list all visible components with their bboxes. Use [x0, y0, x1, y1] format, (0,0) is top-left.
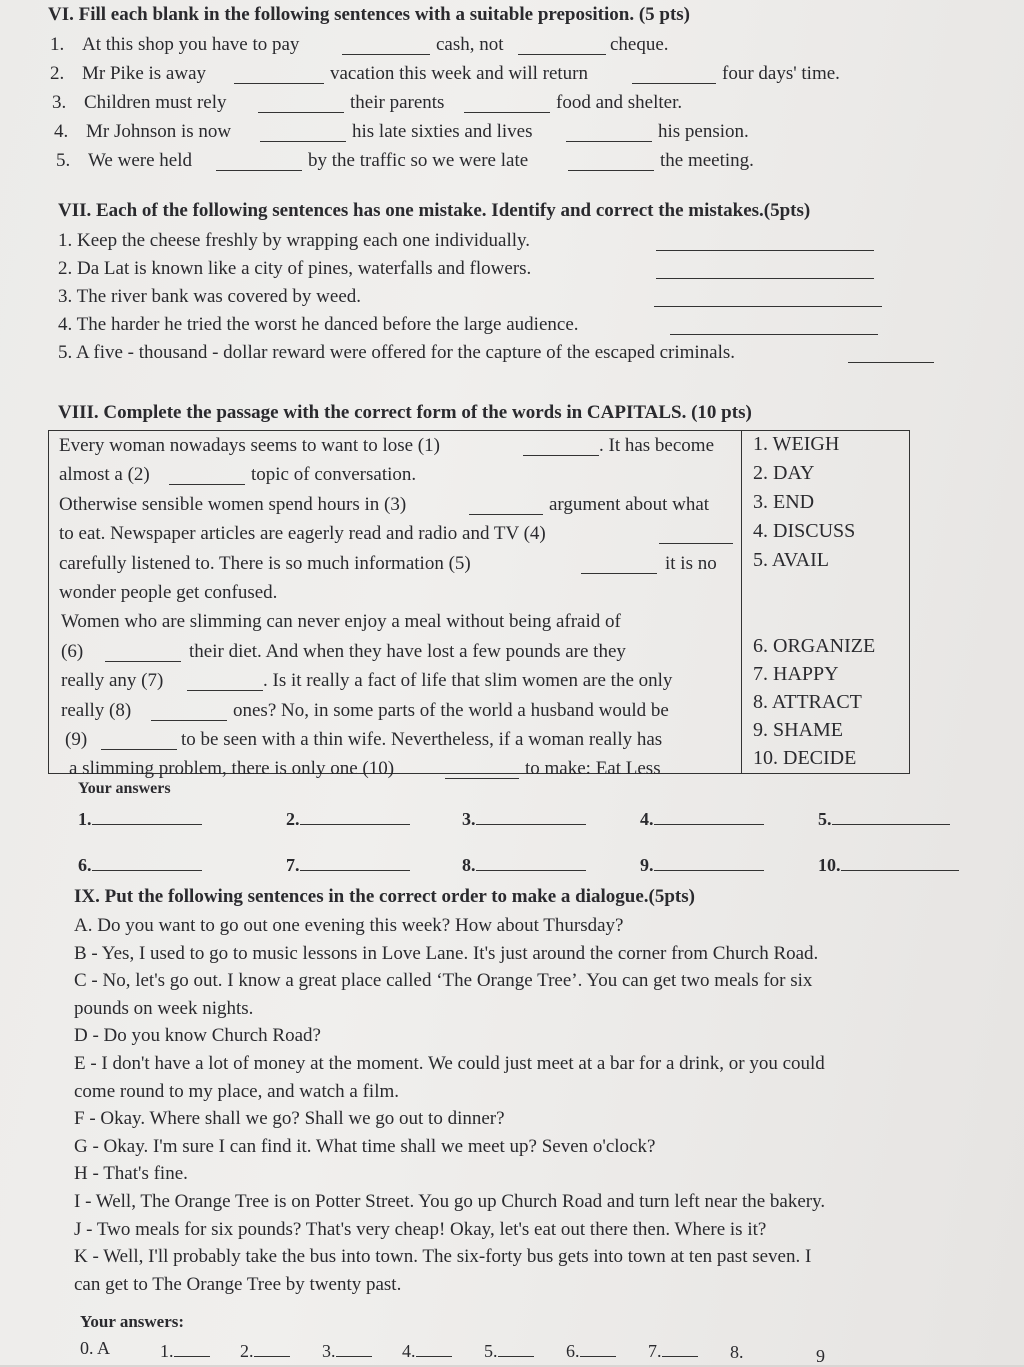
dialogue-line: F - Okay. Where shall we go? Shall we go out to dinner? [74, 1108, 505, 1130]
dialogue-line: G - Okay. I'm sure I can find it. What time shall we meet up? Seven o'clock? [74, 1135, 656, 1157]
answer-blank[interactable] [632, 65, 716, 84]
capital-word: 3. END [753, 491, 815, 513]
correction-blank[interactable] [670, 334, 878, 335]
answer-blank[interactable] [659, 525, 733, 544]
passage-text: Women who are slimming can never enjoy a meal without being afraid of [61, 611, 621, 633]
dialogue-line: can get to The Orange Tree by twenty past. [74, 1273, 402, 1295]
answer-blank[interactable] [92, 806, 202, 825]
answer-blank[interactable] [498, 1338, 534, 1357]
sentence-text: 2. Da Lat is known like a city of pines, waterfalls and flowers. [58, 258, 532, 279]
passage-line [59, 582, 735, 611]
answer-blank[interactable] [254, 1338, 290, 1357]
answer-blank[interactable] [469, 496, 543, 515]
answer-blank[interactable] [300, 852, 410, 871]
answer-number: 1. [160, 1341, 174, 1361]
section-vi-heading: VI. Fill each blank in the following sentences with a suitable preposition. (5 pts) [48, 4, 691, 25]
answer-blank[interactable] [566, 123, 652, 142]
answer-slot[interactable] [462, 806, 586, 830]
passage-line [59, 611, 735, 640]
item-text-a: Children must rely [84, 92, 227, 113]
dialogue-line: come round to my place, and watch a film. [74, 1080, 400, 1102]
section-viii-heading: VIII. Complete the passage with the correct form of the words in CAPITALS. (10 pts) [58, 402, 752, 423]
answer-slot[interactable] [78, 852, 202, 876]
passage-line [59, 464, 735, 493]
capital-word: 9. SHAME [753, 719, 844, 741]
answer-number: 3. [322, 1341, 336, 1361]
sentence-text: 4. The harder he tried the worst he danced before the large audience. [58, 314, 579, 335]
passage-text: carefully listened to. There is so much information (5) [59, 552, 471, 574]
answer-blank[interactable] [260, 123, 346, 142]
answer-slot[interactable] [566, 1338, 616, 1362]
answer-slot[interactable] [730, 1342, 744, 1363]
dialogue-line: pounds on week nights. [74, 997, 254, 1019]
answer-number: 10. [818, 855, 841, 875]
answer-blank[interactable] [832, 806, 950, 825]
answers-label: Your answers [78, 780, 171, 797]
answer-blank[interactable] [654, 806, 764, 825]
passage-text: almost a (2) [59, 464, 150, 486]
item-number: 4. [54, 121, 69, 142]
answer-slot[interactable] [462, 852, 586, 876]
answer-blank[interactable] [416, 1338, 452, 1357]
capital-word: 7. HAPPY [753, 663, 839, 685]
dialogue-line: K - Well, I'll probably take the bus into town. The six-forty bus gets into town at ten past seven. I [74, 1246, 812, 1268]
answer-slot[interactable] [78, 806, 202, 830]
answer-blank[interactable] [445, 760, 519, 779]
passage-text: Every woman nowadays seems to want to lose (1) [59, 435, 440, 456]
answer-slot[interactable] [160, 1338, 210, 1362]
item-text-a: We were held [88, 150, 192, 171]
dialogue-line: B - Yes, I used to go to music lessons in Love Lane. It's just around the corner from Church Road. [74, 942, 819, 964]
answer-number: 1. [78, 809, 92, 829]
passage-line [59, 523, 735, 552]
answer-blank[interactable] [300, 806, 410, 825]
answer-blank[interactable] [174, 1338, 210, 1357]
answer-number: 4. [640, 809, 654, 829]
answer-slot[interactable] [818, 852, 959, 876]
answers-label: Your answers: [80, 1312, 185, 1331]
answer-blank[interactable] [523, 437, 599, 456]
answer-number: 6. [78, 855, 92, 875]
passage-text: it is no [665, 552, 717, 574]
section-vii [58, 200, 938, 370]
answer-slot[interactable] [402, 1338, 452, 1362]
answer-blank[interactable] [92, 852, 202, 871]
capital-word: 10. DECIDE [753, 747, 857, 769]
passage-text: a slimming problem, there is only one (10) [69, 758, 395, 780]
item-text-c: cheque. [610, 34, 669, 55]
passage-text: wonder people get confused. [59, 581, 278, 603]
answer-number: 2. [286, 809, 300, 829]
answer-number: 2. [240, 1341, 254, 1361]
passage-text: really any (7) [61, 670, 164, 692]
sentence-text: 3. The river bank was covered by weed. [58, 286, 362, 307]
dialogue-line: E - I don't have a lot of money at the moment. We could just meet at a bar for a drink, or you could [74, 1052, 825, 1074]
answer-blank[interactable] [258, 94, 344, 113]
answer-blank[interactable] [581, 555, 657, 574]
s6-item [48, 121, 948, 150]
item-text-c: four days' time. [722, 63, 840, 84]
dialogue-line: I - Well, The Orange Tree is on Potter Street. You go up Church Road and turn left near the bakery. [74, 1190, 826, 1212]
item-text-a: Mr Pike is away [82, 63, 207, 84]
answer-slot[interactable] [286, 806, 410, 830]
item-text-b: his late sixties and lives [352, 121, 533, 142]
answer-slot[interactable] [816, 1346, 825, 1367]
item-number: 3. [52, 92, 67, 113]
answer-blank[interactable] [568, 152, 654, 171]
capital-word: 5. AVAIL [753, 549, 829, 571]
dialogue-line: D - Do you know Church Road? [74, 1025, 321, 1047]
correction-blank[interactable] [656, 250, 874, 251]
section-ix-answers [80, 1312, 880, 1366]
s7-item [58, 314, 938, 342]
passage-text: (6) [61, 640, 84, 662]
item-text-c: food and shelter. [556, 92, 683, 113]
s6-item [48, 150, 948, 179]
answer-blank[interactable] [234, 65, 324, 84]
answer-number: 9 [816, 1346, 825, 1366]
capital-word: 1. WEIGH [753, 433, 840, 455]
item-text-c: his pension. [658, 121, 749, 142]
answer-blank[interactable] [662, 1338, 698, 1357]
s6-item [48, 34, 948, 63]
passage-text: . It has become [599, 435, 715, 456]
table-divider [741, 431, 742, 773]
passage [59, 435, 735, 788]
answer-blank[interactable] [841, 852, 959, 871]
s7-item [58, 286, 938, 314]
section-ix-heading: IX. Put the following sentences in the correct order to make a dialogue.(5pts) [74, 886, 695, 907]
answer-blank[interactable] [216, 152, 302, 171]
capital-word: 6. ORGANIZE [753, 635, 876, 657]
item-text-a: At this shop you have to pay [82, 34, 300, 55]
s6-item [48, 92, 948, 121]
answer-number: 5. [818, 809, 832, 829]
answer-example: 0. A [80, 1338, 111, 1358]
item-number: 5. [56, 150, 71, 171]
passage-text: Otherwise sensible women spend hours in (3) [59, 493, 407, 515]
item-number: 2. [50, 63, 65, 84]
section-viii-answers [78, 780, 978, 890]
s6-item [48, 63, 948, 92]
section-ix [74, 886, 954, 1298]
answer-blank[interactable] [151, 702, 227, 721]
dialogue-line: A. Do you want to go out one evening this week? How about Thursday? [74, 915, 624, 936]
dialogue-line: C - No, let's go out. I know a great place called ‘The Orange Tree’. You can get two meals for six [74, 970, 813, 992]
item-text-b: cash, not [436, 34, 504, 55]
answer-blank[interactable] [169, 466, 245, 485]
answer-slot[interactable] [648, 1338, 698, 1362]
passage-text: (9) [65, 728, 88, 750]
answer-number: 8. [730, 1342, 744, 1362]
s7-item [58, 230, 938, 258]
answer-blank[interactable] [101, 731, 177, 750]
passage-line [59, 641, 735, 670]
answer-blank[interactable] [336, 1338, 372, 1357]
passage-table [48, 430, 910, 780]
passage-text: ones? No, in some parts of the world a husband would be [233, 699, 669, 721]
passage-line [59, 553, 735, 582]
sentence-text: 1. Keep the cheese freshly by wrapping each one individually. [58, 230, 531, 251]
answer-number: 6. [566, 1341, 580, 1361]
passage-text: their diet. And when they have lost a few pounds are they [189, 640, 626, 662]
passage-text: to eat. Newspaper articles are eagerly read and radio and TV (4) [59, 523, 546, 545]
answer-number: 9. [640, 855, 654, 875]
answer-blank[interactable] [342, 36, 430, 55]
answer-blank[interactable] [105, 643, 181, 662]
answer-slot[interactable] [286, 852, 410, 876]
passage-text: to be seen with a thin wife. Nevertheless, if a woman really has [181, 728, 663, 750]
answer-slot[interactable] [484, 1338, 534, 1362]
passage-text: topic of conversation. [251, 464, 417, 486]
correction-blank[interactable] [654, 306, 882, 307]
answer-number: 5. [484, 1341, 498, 1361]
passage-line [59, 729, 735, 758]
passage-text: argument about what [549, 493, 710, 515]
capital-word: 4. DISCUSS [753, 520, 856, 542]
passage-line [59, 700, 735, 729]
answer-number: 8. [462, 855, 476, 875]
answer-slot[interactable] [240, 1338, 290, 1362]
answer-slot[interactable] [818, 806, 950, 830]
answer-blank[interactable] [654, 852, 764, 871]
answer-number: 3. [462, 809, 476, 829]
item-text-b: by the traffic so we were late [308, 150, 529, 171]
answer-blank[interactable] [476, 852, 586, 871]
section-vii-heading: VII. Each of the following sentences has one mistake. Identify and correct the mistakes.(5pts) [58, 200, 811, 221]
item-text-c: the meeting. [660, 150, 754, 171]
passage-text: . Is it really a fact of life that slim women are the only [263, 670, 673, 692]
answer-blank[interactable] [476, 806, 586, 825]
dialogue-line: J - Two meals for six pounds? That's very cheap! Okay, let's eat out there then. Where is it? [74, 1218, 767, 1240]
answer-blank[interactable] [580, 1338, 616, 1357]
s7-item [58, 342, 938, 370]
s7-item [58, 258, 938, 286]
item-text-b: vacation this week and will return [330, 63, 589, 84]
answer-slot[interactable] [640, 852, 764, 876]
answer-slot[interactable] [640, 806, 764, 830]
correction-blank[interactable] [656, 278, 874, 279]
capital-word: 2. DAY [753, 462, 815, 484]
answer-number: 7. [286, 855, 300, 875]
section-viii [48, 402, 918, 875]
dialogue-line: H - That's fine. [74, 1163, 188, 1185]
answer-blank[interactable] [518, 36, 606, 55]
passage-line [59, 494, 735, 523]
passage-text: really (8) [61, 699, 132, 721]
answer-number: 4. [402, 1341, 416, 1361]
answer-slot[interactable] [322, 1338, 372, 1362]
passage-text: to make: Eat Less [525, 758, 661, 780]
item-text-b: their parents [350, 92, 445, 113]
answer-blank[interactable] [464, 94, 550, 113]
answer-number: 7. [648, 1341, 662, 1361]
correction-blank[interactable] [848, 362, 934, 363]
passage-line [59, 435, 735, 464]
section-vi [48, 4, 948, 179]
item-text-a: Mr Johnson is now [86, 121, 232, 142]
answer-blank[interactable] [187, 672, 263, 691]
capital-word: 8. ATTRACT [753, 691, 862, 713]
passage-line [59, 670, 735, 699]
item-number: 1. [50, 34, 65, 55]
sentence-text: 5. A five - thousand - dollar reward were offered for the capture of the escaped criminals. [58, 342, 736, 363]
